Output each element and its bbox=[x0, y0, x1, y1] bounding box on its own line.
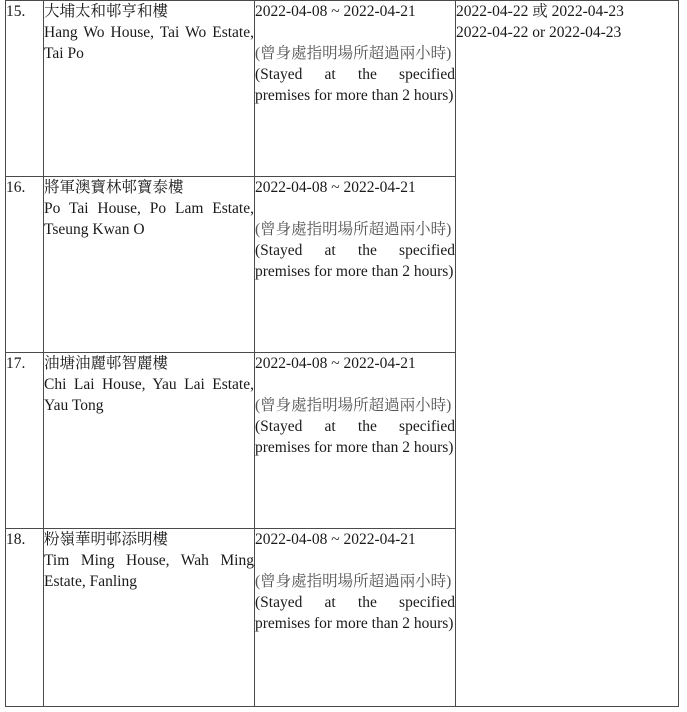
visit-period-cell bbox=[255, 353, 456, 529]
spacer bbox=[255, 198, 455, 219]
spacer bbox=[255, 550, 455, 571]
row-number: 17. bbox=[6, 353, 44, 529]
date-range: 2022-04-08 ~ 2022-04-21 bbox=[255, 3, 416, 20]
row-number: 16. bbox=[6, 177, 44, 353]
premises-name-zh: 粉嶺華明邨添明樓 bbox=[44, 531, 169, 548]
premises-name-en: Tim Ming House, Wah Ming Estate, Fanling bbox=[44, 552, 254, 590]
test-date-cell bbox=[456, 1, 679, 707]
visit-period-cell bbox=[255, 529, 456, 707]
premises-cell bbox=[44, 177, 255, 353]
stay-note-zh: (曾身處指明場所超過兩小時) bbox=[255, 397, 452, 414]
date-range: 2022-04-08 ~ 2022-04-21 bbox=[255, 355, 416, 372]
premises-name-zh: 大埔太和邨亨和樓 bbox=[44, 3, 169, 20]
date-range: 2022-04-08 ~ 2022-04-21 bbox=[255, 179, 416, 196]
premises-name-en: Hang Wo House, Tai Wo Estate, Tai Po bbox=[44, 24, 254, 62]
row-number: 18. bbox=[6, 529, 44, 707]
premises-cell bbox=[44, 353, 255, 529]
spacer bbox=[255, 374, 455, 395]
premises-cell bbox=[44, 529, 255, 707]
premises-name-zh: 將軍澳寶林邨寶泰樓 bbox=[44, 179, 184, 196]
visit-period-cell bbox=[255, 1, 456, 177]
row-number: 15. bbox=[6, 1, 44, 177]
premises-name-en: Po Tai House, Po Lam Estate, Tseung Kwan O bbox=[44, 200, 254, 238]
spacer bbox=[255, 22, 455, 43]
stay-note-en: (Stayed at the specified premises for more than 2 hours) bbox=[255, 242, 455, 280]
stay-note-en: (Stayed at the specified premises for more than 2 hours) bbox=[255, 418, 455, 456]
premises-name-zh: 油塘油麗邨智麗樓 bbox=[44, 355, 169, 372]
stay-note-en: (Stayed at the specified premises for more than 2 hours) bbox=[255, 66, 455, 104]
stay-note-zh: (曾身處指明場所超過兩小時) bbox=[255, 573, 452, 590]
premises-name-en: Chi Lai House, Yau Lai Estate, Yau Tong bbox=[44, 376, 254, 414]
visit-period-cell bbox=[255, 177, 456, 353]
test-date-zh: 2022-04-22 或 2022-04-23 bbox=[456, 3, 624, 20]
test-date-en: 2022-04-22 or 2022-04-23 bbox=[456, 24, 622, 41]
stay-note-zh: (曾身處指明場所超過兩小時) bbox=[255, 45, 452, 62]
stay-note-zh: (曾身處指明場所超過兩小時) bbox=[255, 221, 452, 238]
compulsory-testing-table bbox=[5, 0, 679, 707]
stay-note-en: (Stayed at the specified premises for more than 2 hours) bbox=[255, 594, 455, 632]
date-range: 2022-04-08 ~ 2022-04-21 bbox=[255, 531, 416, 548]
premises-cell bbox=[44, 1, 255, 177]
table-row bbox=[6, 1, 679, 177]
